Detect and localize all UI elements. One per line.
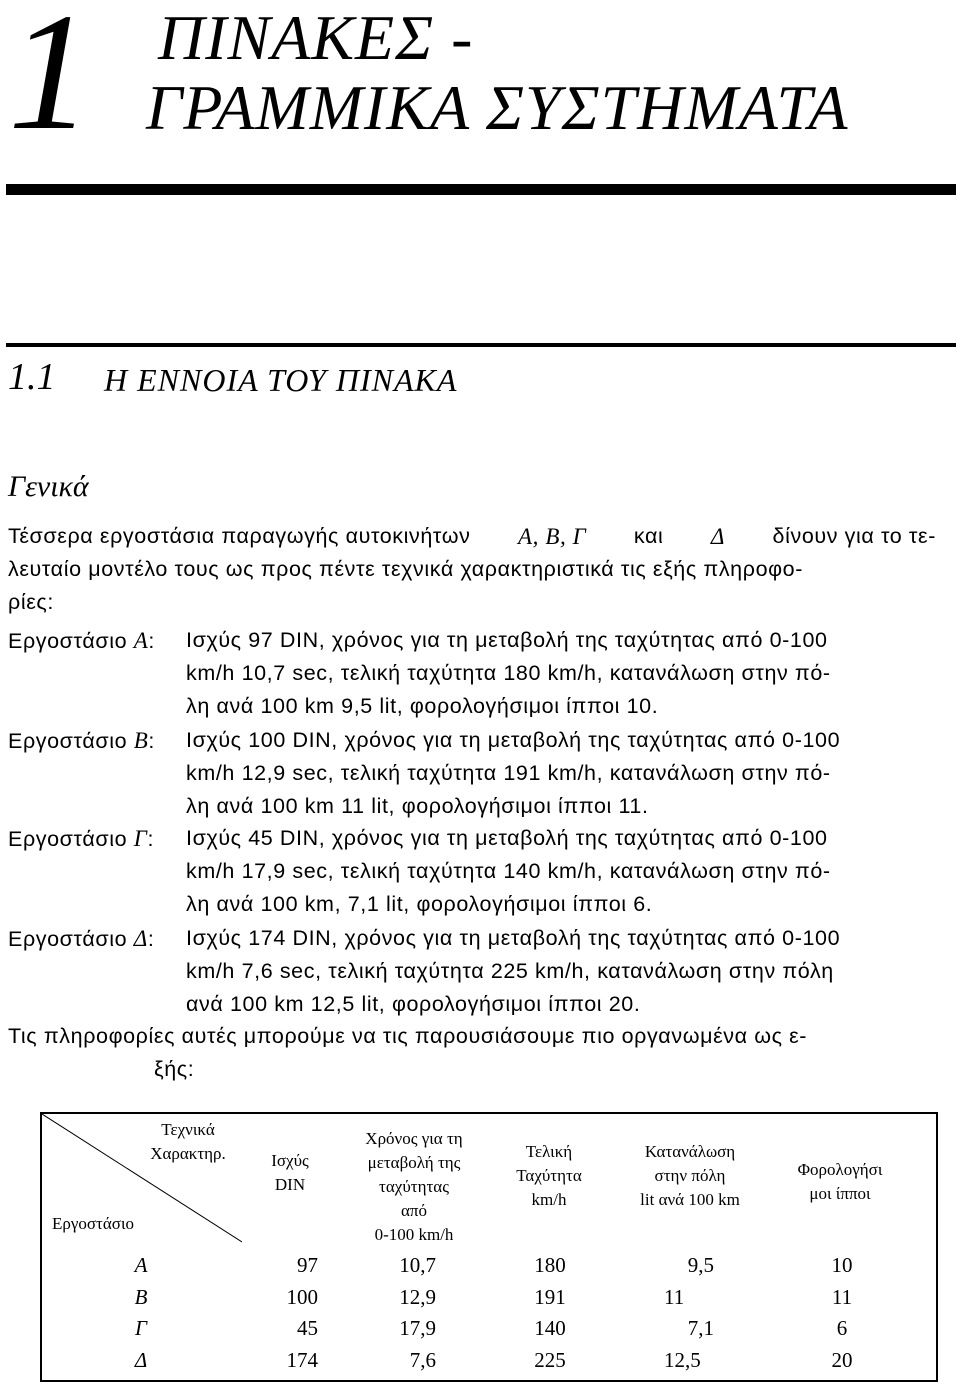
factory-b-description [186,724,948,823]
corner-header-factory: Εργοστάσιο [52,1214,135,1233]
factory-a-label: Εργοστάσιο Α: [8,628,155,653]
subheading: Γενικά [8,470,89,503]
header-time-line-4: από [401,1201,427,1220]
header-acceleration-time [344,1127,484,1247]
header-tax-line-2: μοι ίπποι [809,1184,871,1203]
corner-header-line-2: Χαρακτηρ. [150,1144,226,1163]
factory-d-description [186,922,948,1021]
factory-label-prefix: Εργοστάσιο [8,827,128,851]
cell-speed: 225 [534,1347,566,1372]
header-tax-horsepower [780,1158,900,1206]
header-time-line-5: 0-100 km/h [374,1225,454,1244]
column-top-speed [520,1250,580,1376]
intro-factory-letters: Α, Β, Γ [517,524,587,549]
cell-power: 45 [297,1316,318,1340]
header-time-line-2: μεταβολή της [367,1153,461,1172]
cell-factory: Δ [134,1347,148,1372]
factory-label-prefix: Εργοστάσιο [8,729,128,753]
chapter-divider [6,184,956,195]
intro-and: και [633,524,664,548]
cell-speed: 191 [534,1284,566,1309]
cell-tax: 20 [831,1347,853,1372]
header-power [250,1149,330,1197]
summary-line-1: Τις πληροφορίες αυτές μπορούμε να τις παρουσιάσουμε πιο οργανωμένα ως ε- [8,1024,808,1048]
column-acceleration-time [372,1250,436,1376]
column-tax-horsepower [824,1250,860,1376]
factory-a-line-2: km/h 10,7 sec, τελική ταχύτητα 180 km/h, κατανάλωση στην πό- [186,661,831,685]
corner-header-characteristics [128,1118,248,1166]
factory-a-description [186,624,948,723]
factory-letter: Α [133,628,149,653]
header-top-speed [494,1140,604,1212]
chapter-number: 1 [8,0,92,165]
cell-tax: 11 [831,1284,853,1309]
cell-power: 100 [286,1284,318,1309]
cell-tax: 6 [836,1316,848,1340]
cell-power: 174 [286,1347,318,1372]
factory-d-line-1: Ισχύς 174 DIN, χρόνος για τη μεταβολή της ταχύτητας από 0-100 [186,926,841,950]
factory-letter: Δ [133,926,148,951]
factory-a-line-3: λη ανά 100 km 9,5 lit, φορολογήσιμοι ίπποι 10. [186,694,659,718]
cell-time: 10,7 [399,1253,436,1277]
factory-a-line-1: Ισχύς 97 DIN, χρόνος για τη μεταβολή της ταχύτητας από 0-100 [186,628,828,652]
header-consumption [620,1140,760,1212]
factory-c-line-1: Ισχύς 45 DIN, χρόνος για τη μεταβολή της ταχύτητας από 0-100 [186,826,828,850]
factory-b-line-3: λη ανά 100 km 11 lit, φορολογήσιμοι ίπποι 11. [186,794,649,818]
cell-speed: 180 [534,1253,566,1277]
factory-letter: Γ [133,826,148,851]
cell-power: 97 [297,1253,318,1277]
header-power-line-1: Ισχύς [271,1151,309,1170]
cell-speed: 140 [534,1316,566,1340]
factory-b-label: Εργοστάσιο Β: [8,728,155,753]
corner-header-line-1: Τεχνικά [161,1120,215,1139]
specifications-table [40,1112,938,1382]
header-consumption-line-1: Κατανάλωση [644,1142,736,1161]
factory-c-label: Εργοστάσιο Γ: [8,826,155,851]
section-title: Η ΕΝΝΟΙΑ ΤΟΥ ΠΙΝΑΚΑ [104,362,458,398]
factory-c-line-2: km/h 17,9 sec, τελική ταχύτητα 140 km/h, κατανάλωση στην πό- [186,859,831,883]
intro-line-2: λευταίο μοντέλο τους ως προς πέντε τεχνικά χαρακτηριστικά τις εξής πληροφο- [8,557,803,581]
cell-factory: Γ [135,1316,147,1340]
column-factory [126,1250,156,1376]
factory-b-line-2: km/h 12,9 sec, τελική ταχύτητα 191 km/h, κατανάλωση στην πό- [186,761,831,785]
factory-letter: Β [133,728,149,753]
intro-paragraph [8,520,936,619]
header-tax-line-1: Φορολογήσι [797,1160,883,1179]
column-power [260,1250,318,1376]
header-speed-line-1: Τελική [525,1142,573,1161]
header-time-line-3: ταχύτητας [379,1177,449,1196]
chapter-title-line-1: ΠΙΝΑΚΕΣ - [158,2,474,73]
intro-factory-letter-d: Δ [710,524,726,549]
cell-consumption: 12,5 [664,1347,701,1372]
factory-label-prefix: Εργοστάσιο [8,629,128,653]
cell-factory: Α [134,1253,148,1277]
header-speed-line-3: km/h [531,1190,567,1209]
cell-time: 7,6 [409,1347,436,1372]
section-number: 1.1 [8,356,56,398]
factory-d-line-3: ανά 100 km 12,5 lit, φορολογήσιμοι ίπποι 20. [186,992,641,1016]
header-consumption-line-2: στην πόλη [654,1166,726,1185]
factory-b-line-1: Ισχύς 100 DIN, χρόνος για τη μεταβολή της ταχύτητας από 0-100 [186,728,841,752]
cell-consumption: 9,5 [687,1253,714,1277]
summary-line-2: ξής: [154,1057,195,1081]
factory-d-label: Εργοστάσιο Δ: [8,926,155,951]
section-divider [6,343,956,347]
intro-line-3: ρίες: [8,590,54,614]
intro-line-1-end: δίνουν για το τε- [772,524,936,548]
intro-line-1-start: Τέσσερα εργοστάσια παραγωγής αυτοκινήτων [8,524,471,548]
header-power-line-2: DIN [274,1175,306,1194]
factory-label-prefix: Εργοστάσιο [8,927,128,951]
factory-c-description [186,822,948,921]
cell-time: 12,9 [399,1284,436,1309]
factory-d-line-2: km/h 7,6 sec, τελική ταχύτητα 225 km/h, κατανάλωση στην πόλη [186,959,834,983]
intro-line-1 [8,520,936,553]
cell-time: 17,9 [399,1316,436,1340]
header-consumption-line-3: lit ανά 100 km [640,1190,740,1209]
cell-consumption: 11 [664,1284,685,1309]
summary-paragraph [8,1020,944,1086]
cell-tax: 10 [831,1253,853,1277]
factory-c-line-3: λη ανά 100 km, 7,1 lit, φορολογήσιμοι ίπποι 6. [186,892,653,916]
header-time-line-1: Χρόνος για τη [365,1129,463,1148]
column-consumption [664,1250,714,1376]
header-speed-line-2: Ταχύτητα [516,1166,582,1185]
cell-consumption: 7,1 [687,1316,714,1340]
chapter-title-line-2: ΓΡΑΜΜΙΚΑ ΣΥΣΤΗΜΑΤΑ [146,72,849,143]
cell-factory: Β [134,1284,148,1309]
